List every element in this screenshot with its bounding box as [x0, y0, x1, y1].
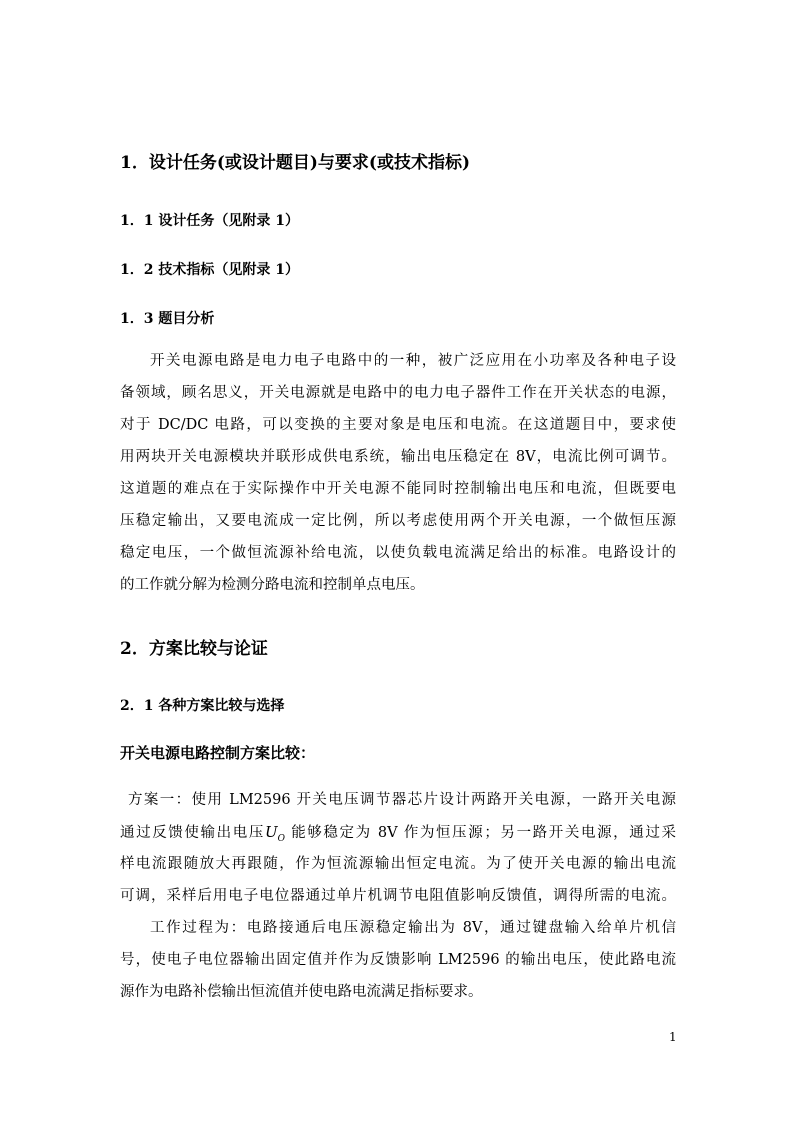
text-line [120, 816, 676, 848]
text-line: 源作为电路补偿输出恒流值并使电路电流满足指标要求。 [120, 984, 483, 1000]
text-line: 用两块开关电源模块并联形成供电系统，输出电压稳定在 8V，电流比例可调节。 [120, 449, 676, 465]
text-line: 号，使电子电位器输出固定值并作为反馈影响 LM2596 的输出电压，使此路电流 [120, 952, 676, 968]
text-line: 稳定电压，一个做恒流源补给电流，以使负载电流满足给出的标准。电路设计的 [120, 545, 676, 561]
text-line: 样电流跟随放大再跟随，作为恒流源输出恒定电流。为了使开关电源的输出电流 [120, 856, 676, 872]
heading-control-scheme: 开关电源电路控制方案比较： [120, 744, 316, 762]
heading-1-3: 1．3 题目分析 [120, 311, 215, 327]
heading-2-1: 2．1 各种方案比较与选择 [120, 698, 285, 714]
heading-section-2: 2．方案比较与论证 [120, 639, 268, 659]
heading-1-2: 1．2 技术指标（见附录 1） [120, 262, 299, 278]
text-line: 可调，采样后用电子电位器通过单片机调节电阻值影响反馈值，调得所需的电流。 [120, 888, 676, 904]
heading-1-1: 1．1 设计任务（见附录 1） [120, 213, 299, 229]
text-line: 工作过程为：电路接通后电压源稳定输出为 8V，通过键盘输入给单片机信 [150, 920, 676, 936]
text-line: 的工作就分解为检测分路电流和控制单点电压。 [120, 577, 425, 593]
text-line: 这道题的难点在于实际操作中开关电源不能同时控制输出电压和电流，但既要电 [120, 481, 676, 497]
page-number: 1 [669, 1030, 677, 1044]
output-voltage-symbol: $U_O$ [264, 823, 285, 844]
heading-section-1: 1．设计任务(或设计题目)与要求(或技术指标) [120, 153, 471, 173]
text-line: 备领域，顾名思义，开关电源就是电路中的电力电子器件工作在开关状态的电源， [120, 385, 676, 401]
text-segment: 能够稳定为 8V 作为恒压源；另一路开关电源，通过采 [284, 825, 676, 841]
text-segment: 通过反馈使输出电压 [120, 825, 265, 841]
paragraph-scheme-one [120, 784, 676, 912]
text-line: 开关电源电路是电力电子电路中的一种，被广泛应用在小功率及各种电子设 [150, 353, 676, 369]
text-line: 对于 DC/DC 电路，可以变换的主要对象是电压和电流。在这道题目中，要求使 [120, 417, 676, 433]
text-line: 方案一：使用 LM2596 开关电压调节器芯片设计两路开关电源，一路开关电源 [128, 792, 676, 808]
paragraph-working-process [120, 912, 676, 1008]
paragraph-topic-analysis [120, 345, 676, 601]
text-line: 压稳定输出，又要电流成一定比例，所以考虑使用两个开关电源，一个做恒压源 [120, 513, 676, 529]
